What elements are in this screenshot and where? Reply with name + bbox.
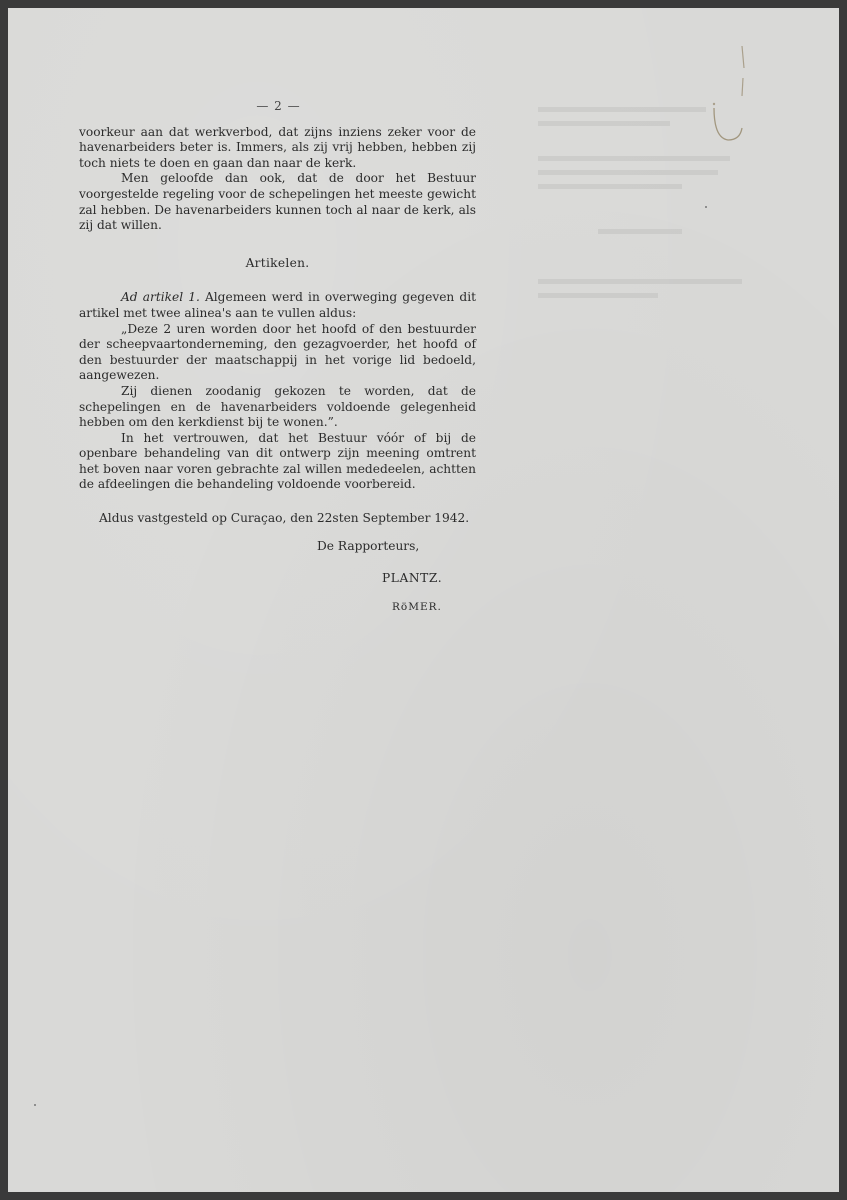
final-paragraph: In het vertrouwen, dat het Bestuur vóór of bij de openbare behandeling van dit ontwerp zijn meening omtrent het boven naar voren gebrachte zal willen mededeelen, achtten de afdeelingen die behandeling voldoende voorbereid. <box>79 430 476 492</box>
document-body <box>79 99 476 617</box>
quoted-paragraph-2: Zij dienen zoodanig gekozen te worden, dat de schepelingen en de havenarbeiders voldoende gelegenheid hebben om den kerkdienst bij te wonen.”. <box>79 383 476 430</box>
article-intro-text: Algemeen werd in overweging gegeven dit artikel met twee alinea's aan te vullen aldus: <box>79 290 476 320</box>
paragraph-1: voorkeur aan dat werkverbod, dat zijns inziens zeker voor de havenarbeiders beter is. Immers, als zij vrij hebben, hebben zij toch niets te doen en gaan dan naar de kerk. <box>79 124 476 170</box>
signature-name-1: PLANTZ. <box>382 570 443 585</box>
paragraph-2: Men geloofde dan ook, dat de door het Bestuur voorgestelde regeling voor de schepelingen het meeste gewicht zal hebben. De havenarbeiders kunnen toch al naar de kerk, als zij dat willen. <box>79 171 476 233</box>
staple-mark-icon <box>708 38 748 148</box>
paper-speck <box>34 1104 36 1106</box>
section-heading: Artikelen. <box>245 255 310 270</box>
document-page <box>8 8 839 1192</box>
closing-statement: Aldus vastgesteld op Curaçao, den 22sten September 1942. <box>99 511 470 526</box>
signature-name-2: RöMER. <box>392 600 442 613</box>
quoted-paragraph-1: „Deze 2 uren worden door het hoofd of den bestuurder der scheepvaartonderneming, den gezagvoerder, het hoofd of den bestuurder der maatschappij in het vorige lid bedoeld, aangewezen. <box>79 321 476 383</box>
article-label: Ad artikel 1. <box>121 290 200 305</box>
article-intro <box>79 290 476 321</box>
paper-speck <box>705 206 707 208</box>
signature-block <box>79 527 476 617</box>
signature-title: De Rapporteurs, <box>317 538 420 553</box>
page-number: — 2 — <box>256 99 301 113</box>
